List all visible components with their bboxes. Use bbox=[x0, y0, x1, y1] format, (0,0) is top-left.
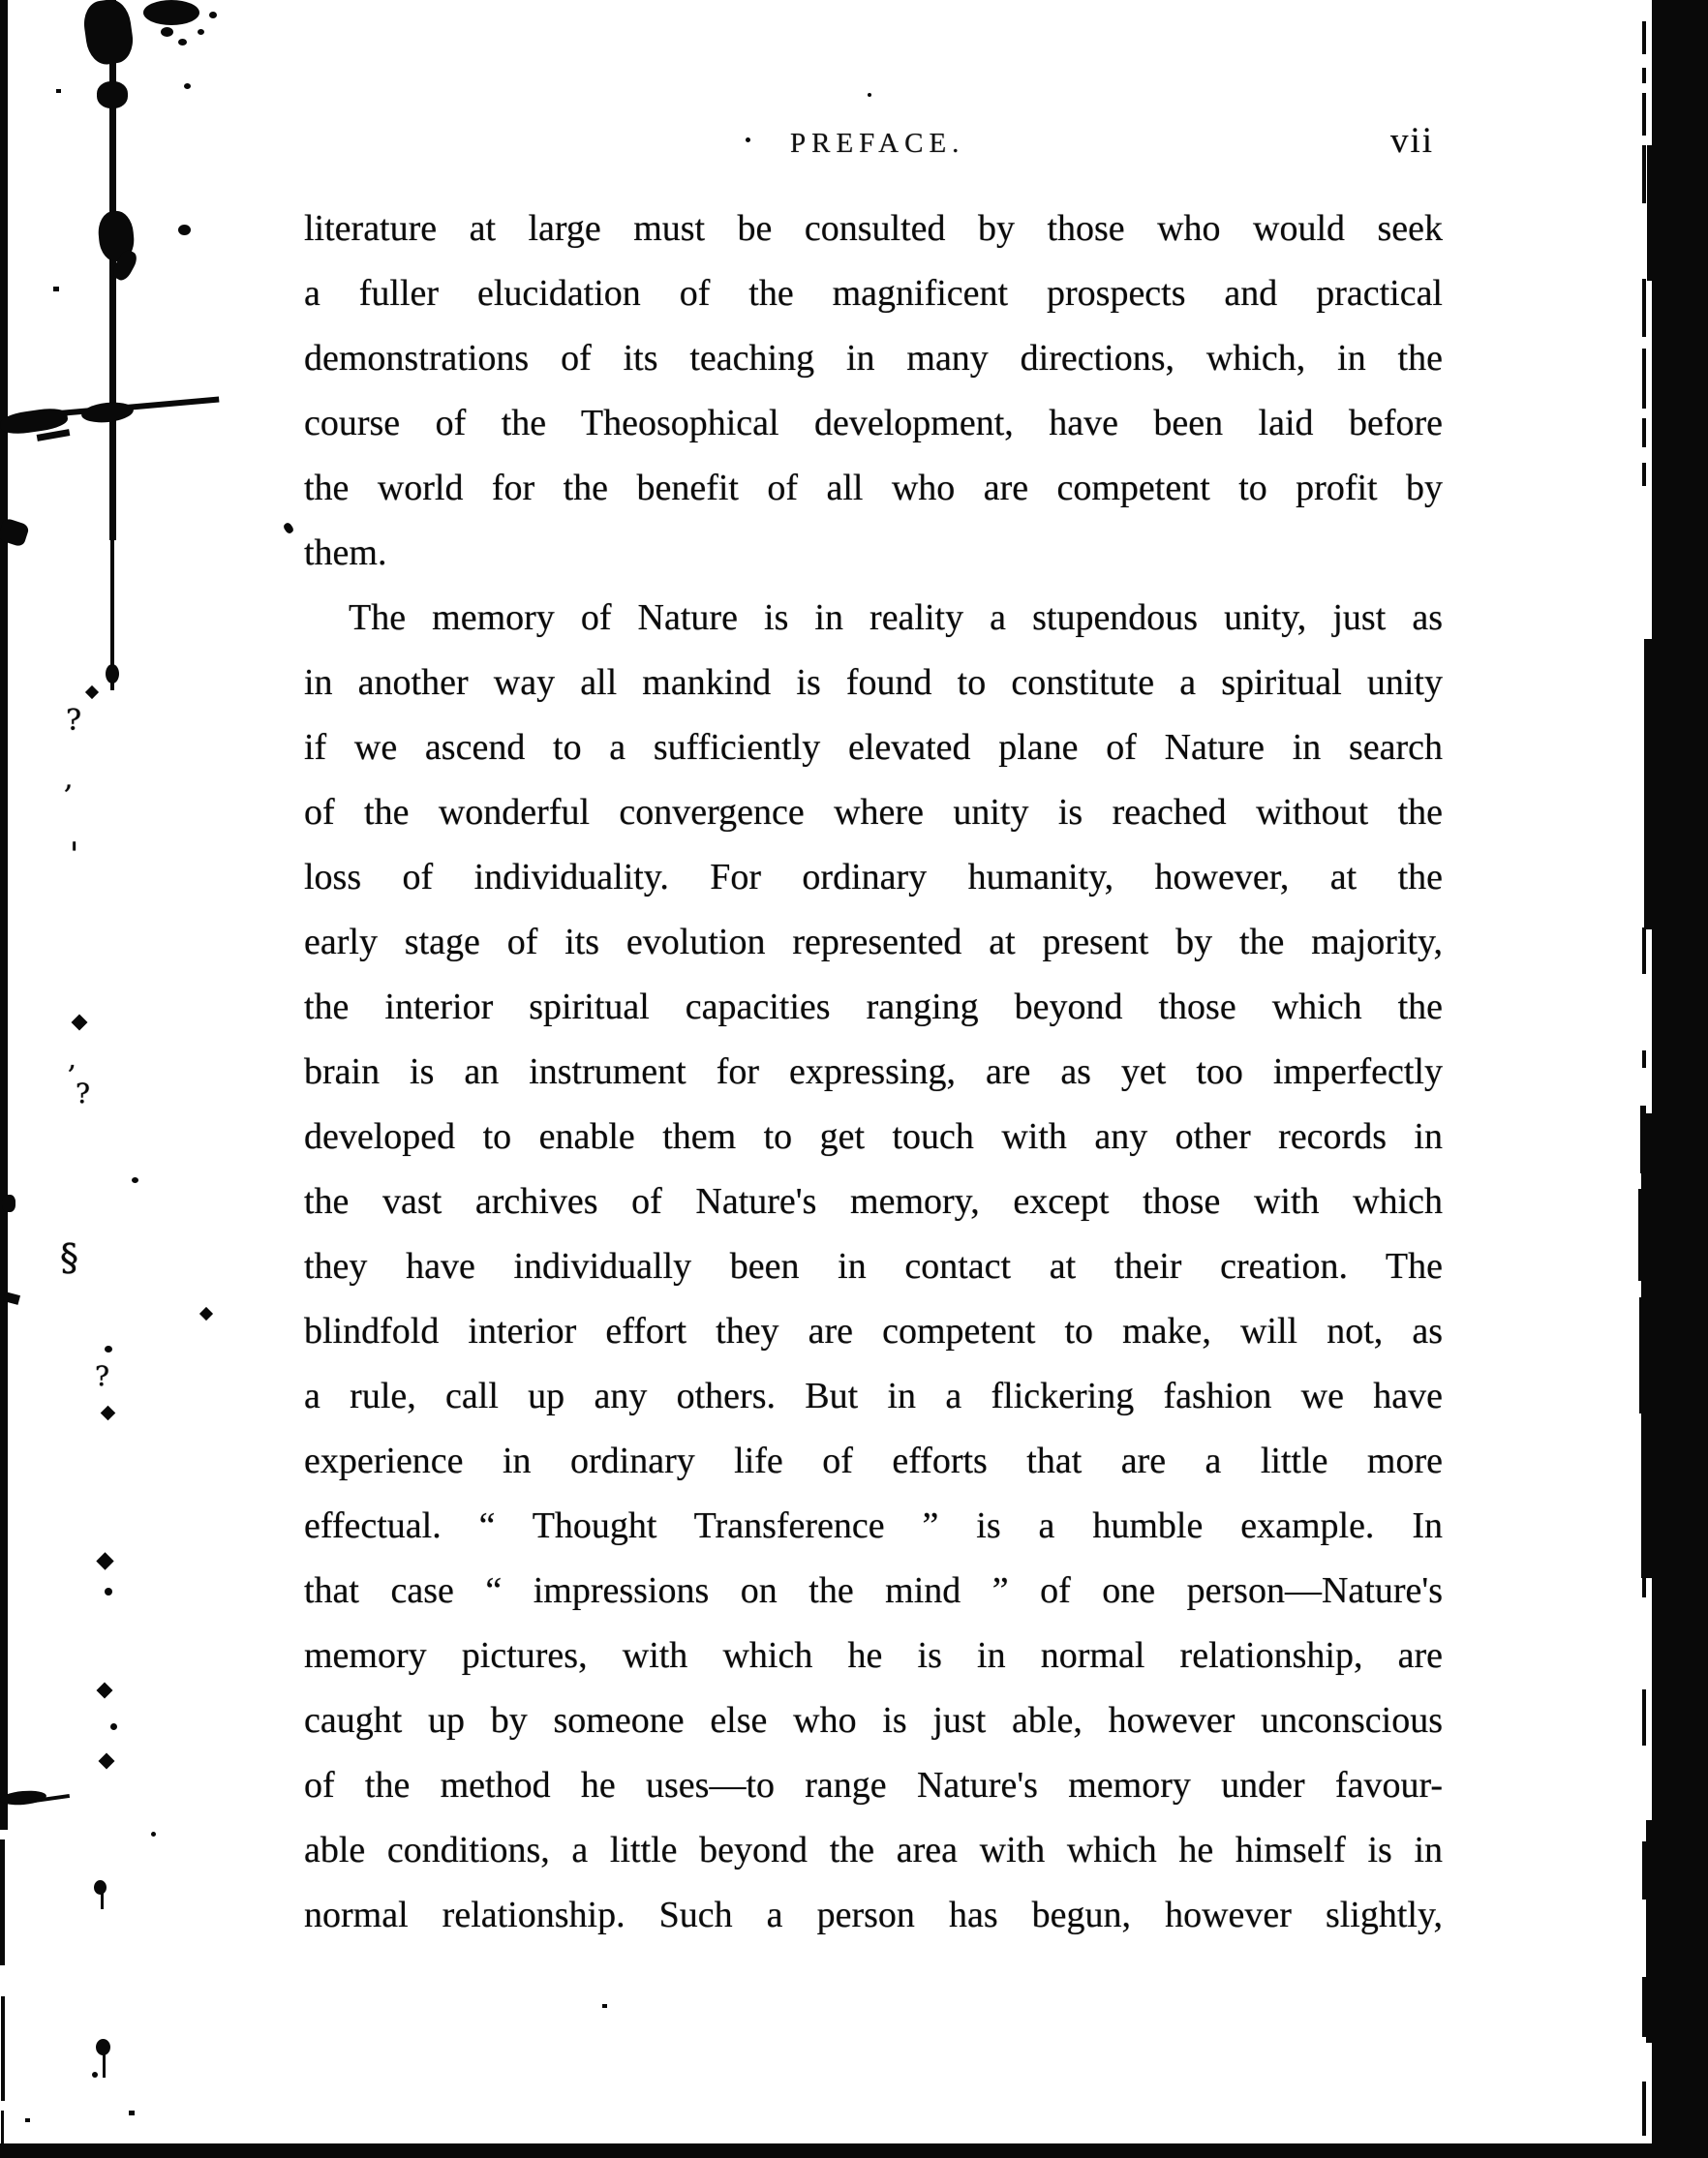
margin-mark: ? bbox=[66, 704, 82, 738]
ink-smear bbox=[80, 400, 135, 425]
text-line: of the method he uses—to range Nature's memory under favour- bbox=[304, 1765, 1443, 1806]
text-line: that case “ impressions on the mind ” of one person—Nature's bbox=[304, 1570, 1443, 1611]
scan-speck bbox=[178, 39, 187, 46]
ink-blot bbox=[97, 81, 128, 108]
scan-speck bbox=[198, 29, 204, 35]
text-line: of the wonderful convergence where unity is reached without the bbox=[304, 792, 1443, 833]
margin-mark: , bbox=[68, 1043, 76, 1075]
dashed-scan-line bbox=[1642, 349, 1646, 409]
text-line: caught up by someone else who is just able, however unconscious bbox=[304, 1700, 1443, 1741]
scan-speck bbox=[94, 1880, 107, 1895]
ink-blot bbox=[143, 0, 199, 25]
text-line: early stage of its evolution represented at present by the majority, bbox=[304, 922, 1443, 962]
scan-speck bbox=[99, 1753, 115, 1770]
text-line: course of the Theosophical development, have been laid before bbox=[304, 403, 1443, 443]
scan-speck bbox=[25, 2118, 30, 2122]
scan-speck bbox=[105, 1346, 112, 1353]
text-line: the interior spiritual capacities ranging beyond those which the bbox=[304, 987, 1443, 1027]
page-edge-bar-left bbox=[0, 0, 8, 1830]
dashed-scan-line bbox=[1642, 1841, 1646, 1900]
text-line: if we ascend to a sufficiently elevated plane of Nature in search bbox=[304, 727, 1443, 768]
dashed-scan-line bbox=[1642, 418, 1646, 447]
scan-speck bbox=[151, 1832, 156, 1837]
dashed-scan-line bbox=[1642, 927, 1646, 974]
scan-speck bbox=[53, 287, 59, 291]
dashed-scan-line bbox=[1642, 21, 1646, 54]
scan-speck bbox=[746, 137, 750, 142]
scan-speck bbox=[132, 1177, 138, 1183]
text-line: The memory of Nature is in reality a stupendous unity, just as bbox=[349, 597, 1443, 638]
scan-speck bbox=[96, 2039, 110, 2055]
scan-speck bbox=[209, 12, 217, 18]
text-line: they have individually been in contact at their creation. The bbox=[304, 1246, 1443, 1287]
text-line: a fuller elucidation of the magnificent prospects and practical bbox=[304, 273, 1443, 314]
dashed-scan-line bbox=[1640, 1106, 1646, 1173]
text-line: developed to enable them to get touch with any other records in bbox=[304, 1116, 1443, 1157]
scan-speck bbox=[283, 522, 295, 535]
scan-speck bbox=[178, 225, 191, 235]
scan-speck bbox=[96, 1552, 113, 1569]
ink-blot bbox=[81, 0, 137, 67]
scan-speck bbox=[110, 1723, 117, 1730]
text-line: blindfold interior effort they are competent to make, will not, as bbox=[304, 1311, 1443, 1352]
dashed-scan-line bbox=[1642, 1050, 1646, 1068]
scan-speck bbox=[129, 2111, 135, 2115]
page-edge-bar-right bbox=[1652, 0, 1708, 2158]
scan-speck bbox=[97, 1683, 113, 1699]
dashed-scan-line bbox=[1642, 1568, 1646, 1597]
text-line: normal relationship. Such a person has begun, however slightly, bbox=[304, 1895, 1443, 1935]
text-line: them. bbox=[304, 532, 387, 573]
dashed-scan-line bbox=[1642, 1689, 1646, 1746]
margin-mark: ? bbox=[76, 1078, 91, 1109]
scan-speck bbox=[602, 2004, 607, 2008]
page-number: vii bbox=[1390, 121, 1435, 161]
scan-speck bbox=[161, 27, 173, 37]
page-edge-bar-bottom bbox=[0, 2143, 1708, 2158]
page-edge-bar-right bbox=[1647, 145, 1653, 281]
scan-speck bbox=[106, 664, 119, 684]
scan-speck bbox=[868, 93, 871, 97]
page-edge-bar-left bbox=[1, 2111, 4, 2147]
text-line: the vast archives of Nature's memory, except those with which bbox=[304, 1181, 1443, 1222]
dashed-scan-line bbox=[1642, 279, 1646, 337]
scan-speck bbox=[105, 1588, 112, 1596]
dashed-scan-line bbox=[1642, 145, 1646, 203]
scan-speck bbox=[85, 685, 99, 699]
margin-mark: § bbox=[60, 1236, 78, 1279]
text-line: the world for the benefit of all who are competent to profit by bbox=[304, 468, 1443, 508]
margin-mark: ' bbox=[70, 836, 79, 874]
text-line: in another way all mankind is found to constitute a spiritual unity bbox=[304, 662, 1443, 703]
margin-mark: , bbox=[64, 762, 74, 796]
text-line: effectual. “ Thought Transference ” is a humble example. In bbox=[304, 1505, 1443, 1546]
page-title: PREFACE. bbox=[790, 128, 965, 159]
text-line: demonstrations of its teaching in many directions, which, in the bbox=[304, 338, 1443, 379]
text-line: experience in ordinary life of efforts that are a little more bbox=[304, 1441, 1443, 1481]
page-edge-bar-left bbox=[0, 1839, 5, 1965]
dashed-scan-line bbox=[1642, 93, 1646, 136]
page-edge-bar-right bbox=[1646, 1820, 1653, 2043]
scan-speck bbox=[72, 1015, 88, 1031]
text-line: able conditions, a little beyond the area with which he himself is in bbox=[304, 1830, 1443, 1870]
scan-speck bbox=[2, 1195, 15, 1212]
text-line: brain is an instrument for expressing, are as yet too imperfectly bbox=[304, 1051, 1443, 1092]
page-edge-bar-right bbox=[1644, 639, 1653, 929]
scan-speck bbox=[56, 89, 61, 93]
body-text bbox=[304, 197, 1443, 1948]
dashed-scan-line bbox=[1642, 1496, 1646, 1542]
text-line: a rule, call up any others. But in a flickering fashion we have bbox=[304, 1376, 1443, 1416]
scan-speck bbox=[101, 1406, 116, 1421]
scan-speck bbox=[92, 2072, 98, 2078]
scan-speck bbox=[2, 1441, 7, 1474]
dashed-scan-line bbox=[1642, 1977, 1646, 2037]
text-line: literature at large must be consulted by those who would seek bbox=[304, 208, 1443, 249]
dashed-scan-line bbox=[1642, 2082, 1646, 2136]
dashed-scan-line bbox=[1638, 1189, 1645, 1281]
text-line: loss of individuality. For ordinary humanity, however, at the bbox=[304, 857, 1443, 897]
page-edge-bar-left bbox=[1, 1996, 5, 2101]
ink-smear bbox=[37, 429, 71, 441]
scan-speck bbox=[199, 1307, 213, 1321]
dashed-scan-line bbox=[1642, 463, 1646, 486]
text-line: memory pictures, with which he is in normal relationship, are bbox=[304, 1635, 1443, 1676]
dashed-scan-line bbox=[1642, 68, 1646, 83]
dashed-scan-line bbox=[1641, 1423, 1646, 1476]
scan-speck bbox=[184, 83, 191, 89]
dashed-scan-line bbox=[1639, 1297, 1645, 1413]
margin-mark: ? bbox=[95, 1360, 110, 1392]
